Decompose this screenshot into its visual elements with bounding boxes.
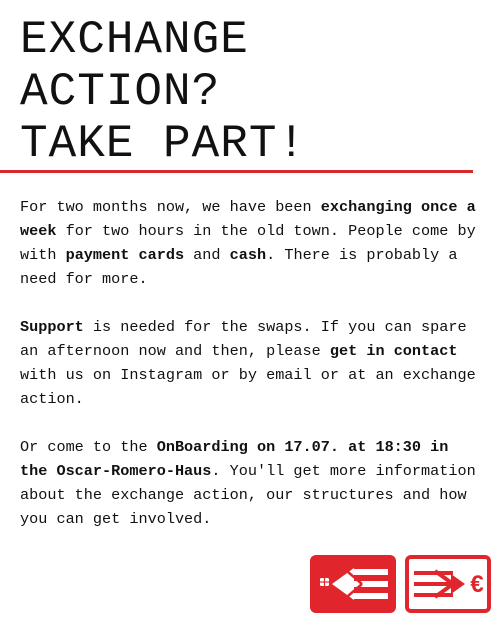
- arrows-to-euro-icon: [405, 555, 491, 613]
- text-segment: is needed for the swaps. If you can spare an afternoon now and then, please: [20, 318, 467, 360]
- bold-segment: Support: [20, 318, 84, 336]
- text-segment: Or come to the: [20, 438, 157, 456]
- headline: [20, 14, 306, 170]
- bold-segment: OnBoarding on 17.07. at 18:30 in the Oscar-Romero-Haus: [20, 438, 449, 480]
- bold-segment: get in contact: [329, 342, 458, 360]
- paragraph-support: [20, 315, 480, 411]
- bold-segment: cash: [229, 246, 267, 264]
- card-to-cash-icon: [310, 555, 396, 613]
- text-segment: For two months now, we have been: [20, 198, 321, 216]
- text-segment: . You'll get more information about the exchange action, our structures and how you can get involved.: [20, 462, 476, 528]
- headline-line-2: ACTION?: [20, 66, 221, 118]
- red-divider: [0, 170, 473, 173]
- body-text: [20, 195, 480, 555]
- text-segment: . There is probably a need for more.: [20, 246, 458, 288]
- bold-segment: payment cards: [65, 246, 185, 264]
- text-segment: for two hours in the old town. People come by with: [20, 222, 476, 264]
- paragraph-onboarding: [20, 435, 480, 531]
- bold-segment: exchanging once a week: [20, 198, 476, 240]
- euro-symbol: €: [470, 571, 484, 598]
- headline-line-3: TAKE PART!: [20, 118, 307, 170]
- headline-line-1: EXCHANGE: [20, 14, 249, 66]
- text-segment: and: [184, 246, 230, 264]
- paragraph-exchange-info: [20, 195, 480, 291]
- text-segment: with us on Instagram or by email or at an exchange action.: [20, 366, 476, 408]
